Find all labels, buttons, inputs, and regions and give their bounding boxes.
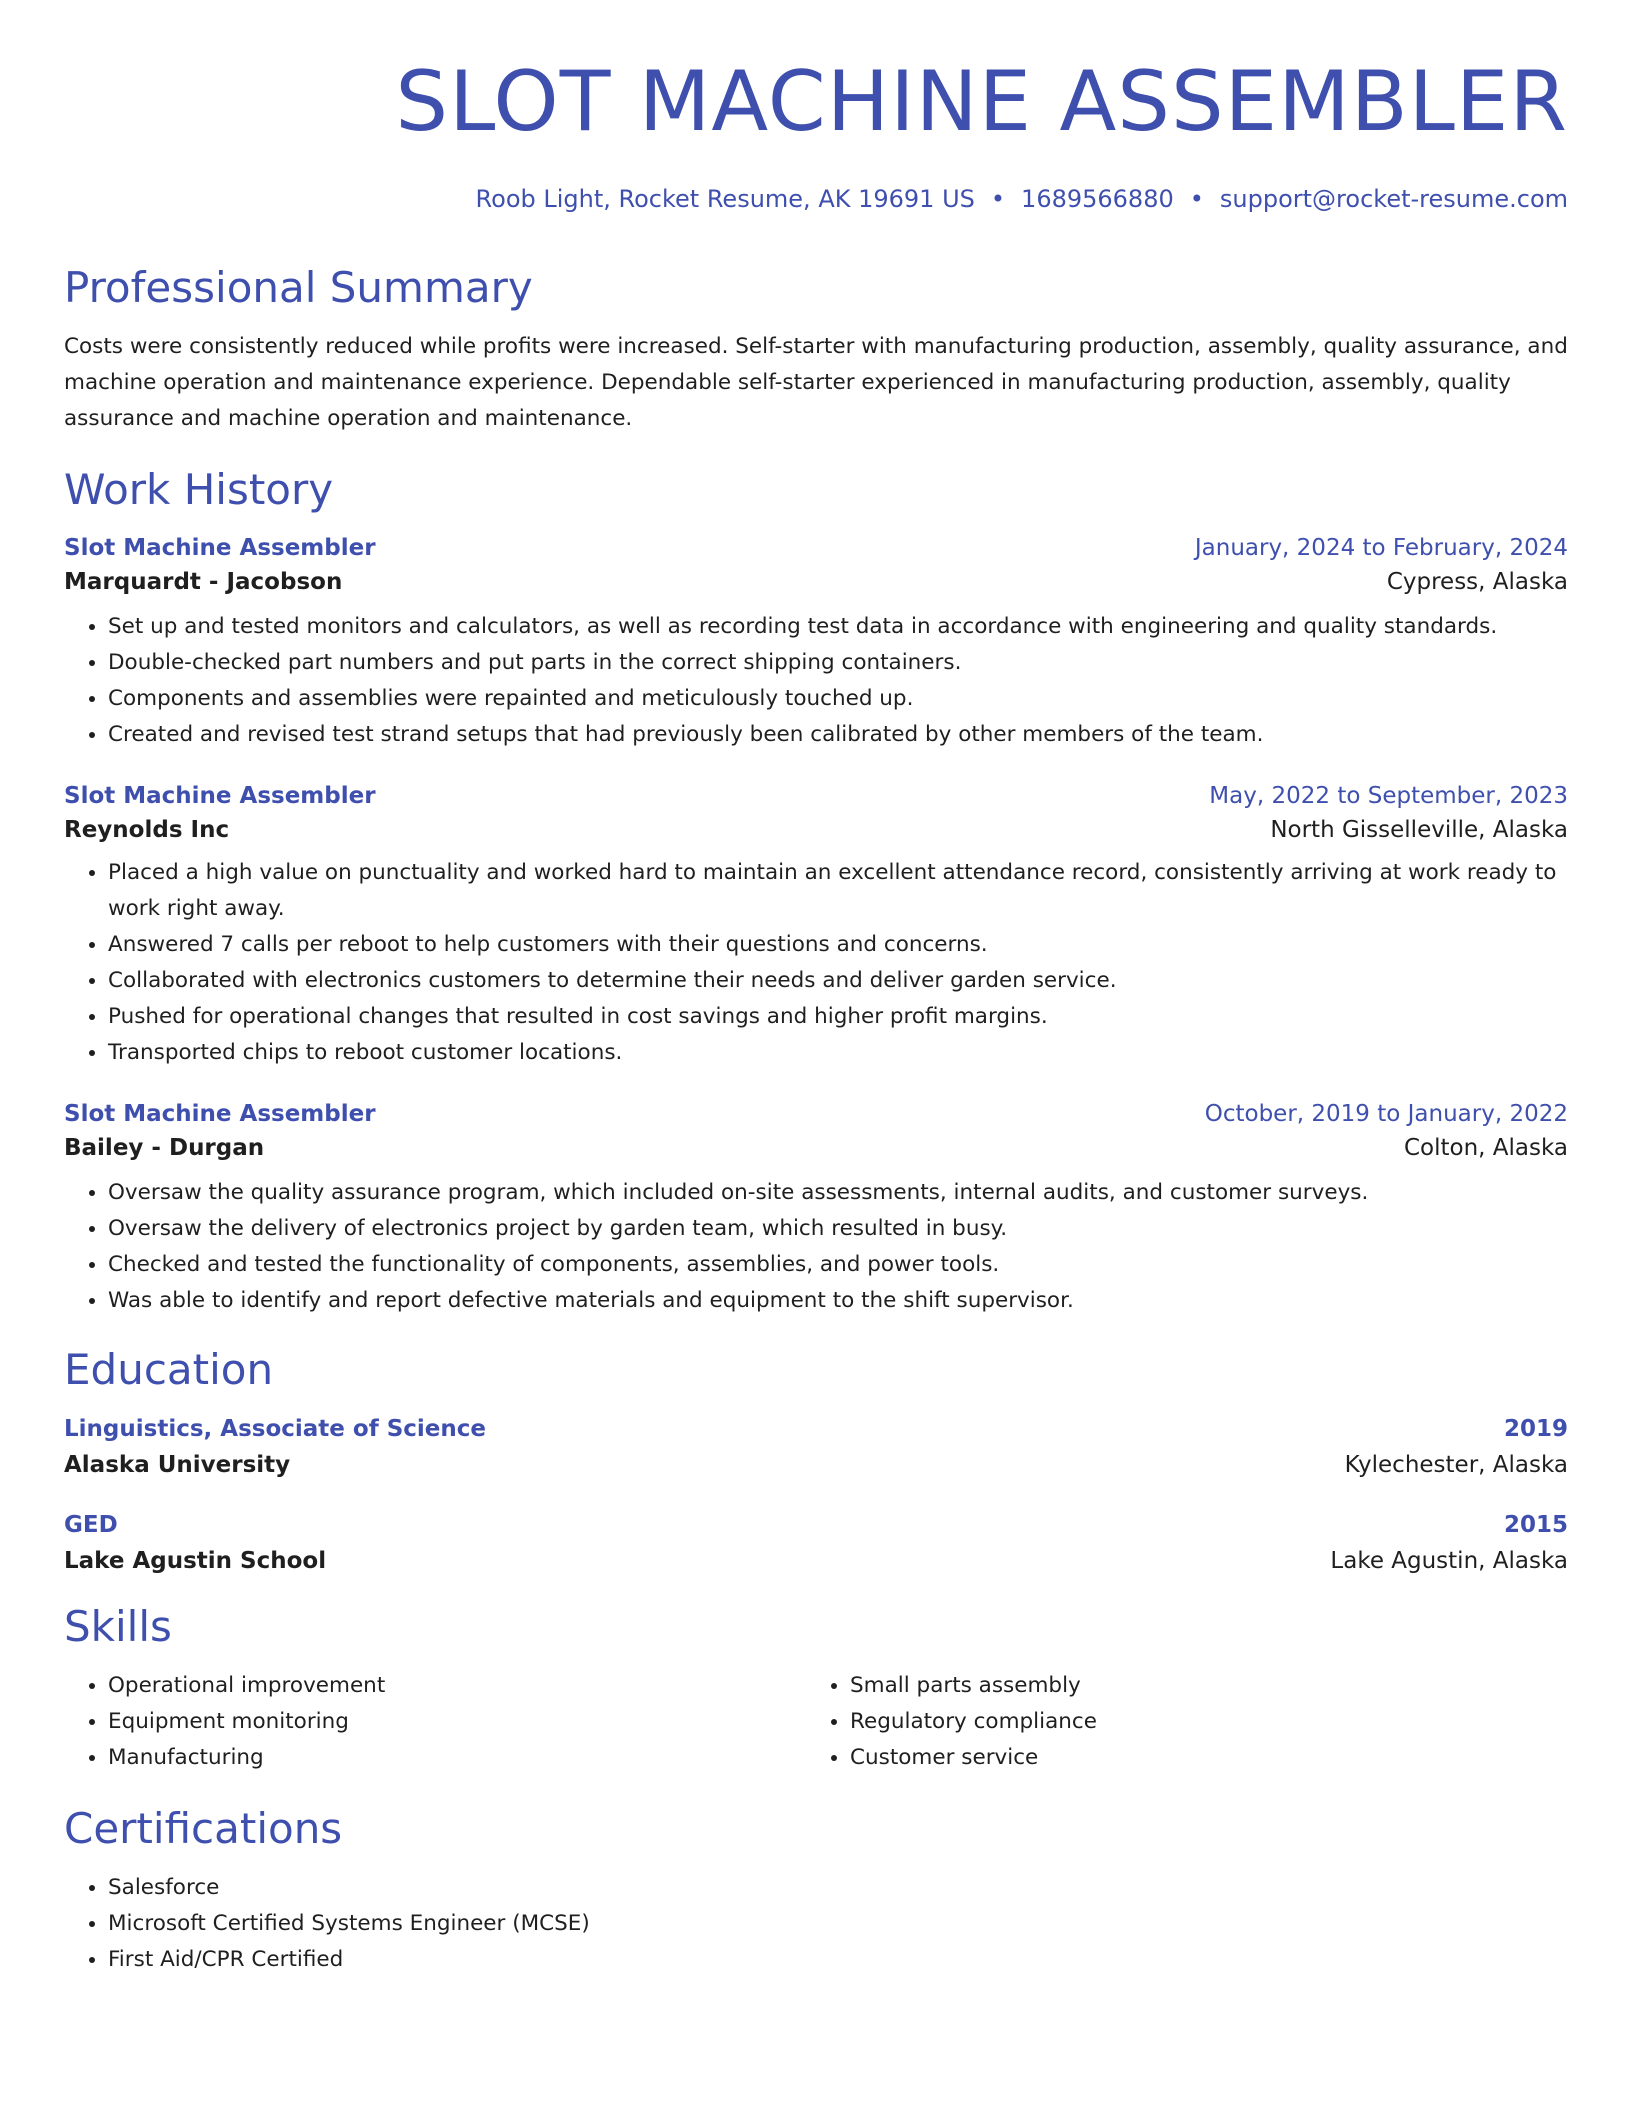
section-title-certifications: Certifications bbox=[64, 1803, 343, 1853]
contact-address: Roob Light, Rocket Resume, AK 19691 US bbox=[475, 185, 975, 213]
job-title: Slot Machine Assembler bbox=[64, 783, 376, 810]
list-item: • Operational improvement bbox=[108, 1668, 806, 1704]
contact-line bbox=[64, 185, 1568, 213]
list-item: • Collaborated with electronics customers to determine their needs and deliver garden service. bbox=[108, 963, 1568, 999]
job-employer: Marquardt - Jacobson bbox=[64, 569, 343, 596]
job-header-row bbox=[64, 535, 1568, 561]
resume-name: SLOT MACHINE ASSEMBLER bbox=[395, 53, 1568, 150]
contact-separator: • bbox=[1189, 185, 1204, 213]
skills-section bbox=[64, 1601, 1568, 1776]
contact-separator: • bbox=[990, 185, 1006, 213]
list-item: • Customer service bbox=[850, 1740, 1548, 1776]
contact-email[interactable]: support@rocket-resume.com bbox=[1219, 185, 1568, 213]
list-item: • Components and assemblies were repainted and meticulously touched up. bbox=[108, 681, 1568, 717]
education-location: Kylechester, Alaska bbox=[1344, 1451, 1568, 1478]
list-item: • Answered 7 calls per reboot to help customers with their questions and concerns. bbox=[108, 927, 1568, 963]
certifications-list bbox=[64, 1870, 1568, 1978]
education-year: 2015 bbox=[1503, 1511, 1568, 1538]
job-employer-row bbox=[64, 569, 1568, 595]
list-item: • Oversaw the delivery of electronics project by garden team, which resulted in busy. bbox=[108, 1211, 1568, 1247]
certifications-section bbox=[64, 1803, 1568, 1978]
job-bullets bbox=[64, 1175, 1568, 1319]
education-school-row bbox=[64, 1548, 1568, 1574]
job-location: North Gisselleville, Alaska bbox=[1270, 817, 1568, 844]
section-title-skills: Skills bbox=[64, 1601, 172, 1651]
list-item: • Checked and tested the functionality of components, assemblies, and power tools. bbox=[108, 1247, 1568, 1283]
list-item: • Set up and tested monitors and calculators, as well as recording test data in accordance with engineering and quality standards. bbox=[108, 609, 1568, 645]
education-degree: Linguistics, Associate of Science bbox=[64, 1415, 486, 1442]
section-title-work: Work History bbox=[64, 465, 334, 515]
section-title-summary: Professional Summary bbox=[64, 263, 533, 312]
job-bullets bbox=[64, 609, 1568, 753]
list-item: • Pushed for operational changes that resulted in cost savings and higher profit margins. bbox=[108, 999, 1568, 1035]
resume-page bbox=[64, 0, 1568, 1978]
job-title: Slot Machine Assembler bbox=[64, 535, 376, 562]
list-item: • First Aid/CPR Certified bbox=[108, 1942, 1568, 1978]
skills-grid bbox=[64, 1668, 1568, 1776]
skills-list bbox=[64, 1668, 806, 1776]
job-entry bbox=[64, 535, 1568, 753]
summary-text: Costs were consistently reduced while profits were increased. Self-starter with manufacturing production, assembly, quality assurance, and machine operation and maintenance experience. Dependable self-starter experienced in manufacturing production, assembly, quality assurance and machine operation and maintenance. bbox=[64, 334, 1568, 432]
skills-column-left bbox=[64, 1668, 806, 1776]
education-school-row bbox=[64, 1452, 1568, 1478]
list-item: • Transported chips to reboot customer locations. bbox=[108, 1035, 1568, 1071]
education-year: 2019 bbox=[1503, 1415, 1568, 1442]
education-entry bbox=[64, 1512, 1568, 1574]
section-title-education: Education bbox=[64, 1345, 274, 1395]
list-item: • Regulatory compliance bbox=[850, 1704, 1548, 1740]
education-entry bbox=[64, 1416, 1568, 1478]
summary-section bbox=[64, 265, 1568, 437]
list-item: • Oversaw the quality assurance program, which included on-site assessments, internal audits, and customer surveys. bbox=[108, 1175, 1568, 1211]
job-location: Cypress, Alaska bbox=[1386, 569, 1568, 596]
skills-column-right bbox=[806, 1668, 1548, 1776]
job-dates: May, 2022 to September, 2023 bbox=[1209, 783, 1568, 810]
job-employer: Bailey - Durgan bbox=[64, 1135, 265, 1162]
education-location: Lake Agustin, Alaska bbox=[1330, 1547, 1568, 1574]
job-title: Slot Machine Assembler bbox=[64, 1101, 376, 1128]
job-location: Colton, Alaska bbox=[1403, 1135, 1568, 1162]
list-item: • Was able to identify and report defective materials and equipment to the shift supervisor. bbox=[108, 1283, 1568, 1319]
job-employer: Reynolds Inc bbox=[64, 817, 230, 844]
skills-list bbox=[806, 1668, 1548, 1776]
job-entry bbox=[64, 1101, 1568, 1319]
list-item: • Created and revised test strand setups that had previously been calibrated by other members of the team. bbox=[108, 717, 1568, 753]
education-school: Lake Agustin School bbox=[64, 1547, 327, 1574]
job-entry bbox=[64, 783, 1568, 1071]
job-employer-row bbox=[64, 817, 1568, 843]
education-school: Alaska University bbox=[64, 1451, 291, 1478]
list-item: • Manufacturing bbox=[108, 1740, 806, 1776]
job-dates: January, 2024 to February, 2024 bbox=[1194, 535, 1568, 562]
job-header-row bbox=[64, 1101, 1568, 1127]
education-section bbox=[64, 1347, 1568, 1573]
list-item: • Equipment monitoring bbox=[108, 1704, 806, 1740]
education-header-row bbox=[64, 1416, 1568, 1442]
list-item: • Placed a high value on punctuality and worked hard to maintain an excellent attendance record, consistently arriving at work ready to work right away. bbox=[108, 855, 1568, 927]
job-header-row bbox=[64, 783, 1568, 809]
list-item: • Salesforce bbox=[108, 1870, 1568, 1906]
job-bullets bbox=[64, 855, 1568, 1071]
list-item: • Small parts assembly bbox=[850, 1668, 1548, 1704]
education-degree: GED bbox=[64, 1511, 118, 1538]
work-section bbox=[64, 467, 1568, 1319]
list-item: • Double-checked part numbers and put parts in the correct shipping containers. bbox=[108, 645, 1568, 681]
job-dates: October, 2019 to January, 2022 bbox=[1204, 1101, 1568, 1128]
contact-phone: 1689566880 bbox=[1021, 185, 1174, 213]
list-item: • Microsoft Certified Systems Engineer (MCSE) bbox=[108, 1906, 1568, 1942]
job-employer-row bbox=[64, 1135, 1568, 1161]
education-header-row bbox=[64, 1512, 1568, 1538]
